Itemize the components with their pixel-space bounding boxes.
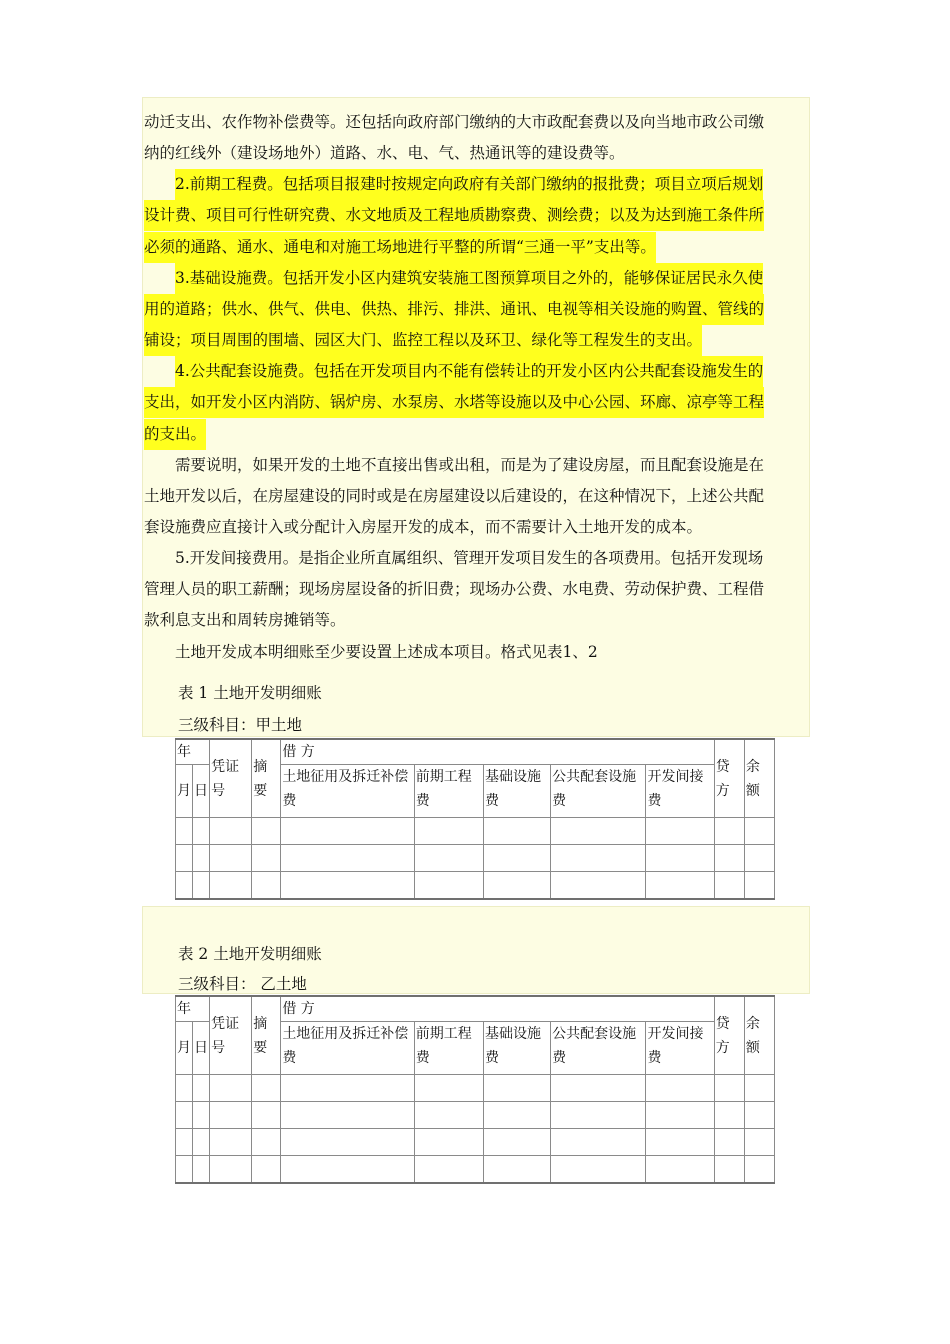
header-year: 年 (176, 739, 210, 765)
header-year: 年 (176, 996, 210, 1022)
header-infra: 基础设施费 (483, 765, 550, 818)
table-row (176, 872, 775, 899)
table-cell[interactable] (210, 818, 252, 845)
header-voucher: 凭证号 (210, 996, 252, 1075)
paragraph-line: 5.开发间接费用。是指企业所直属组织、管理开发项目发生的各项费用。包括开发现场 (175, 549, 764, 568)
table-row (176, 1156, 775, 1183)
paragraph-line: 必须的通路、通水、通电和对施工场地进行平整的所谓“三通一平”支出等。 (144, 232, 656, 263)
table-cell[interactable] (176, 1102, 193, 1129)
header-debit: 借 方 (281, 996, 714, 1022)
paragraph-line: 土地开发以后，在房屋建设的同时或是在房屋建设以后建设的，在这种情况下，上述公共配 (144, 486, 765, 505)
table-cell[interactable] (281, 872, 414, 899)
table-cell[interactable] (744, 1102, 774, 1129)
table-cell[interactable] (210, 1102, 252, 1129)
table-cell[interactable] (414, 818, 483, 845)
table-cell[interactable] (193, 1129, 210, 1156)
table-cell[interactable] (414, 1156, 483, 1183)
table-cell[interactable] (193, 845, 210, 872)
table-cell[interactable] (281, 845, 414, 872)
header-debit: 借 方 (281, 739, 714, 765)
table2-title: 表 2 土地开发明细账 (178, 945, 322, 963)
table-cell[interactable] (176, 1156, 193, 1183)
table-cell[interactable] (646, 1129, 714, 1156)
paragraph-line: 设计费、项目可行性研究费、水文地质及工程地质勘察费、测绘费；以及为达到施工条件所 (144, 200, 764, 231)
table-cell[interactable] (176, 845, 193, 872)
table1-title: 表 1 土地开发明细账 (178, 684, 322, 702)
table-cell[interactable] (714, 1156, 744, 1183)
table-cell[interactable] (252, 1075, 281, 1102)
table-cell[interactable] (483, 1102, 550, 1129)
paragraph-line: 款利息支出和周转房摊销等。 (144, 611, 346, 630)
table-cell[interactable] (414, 1129, 483, 1156)
paragraph-line: 4.公共配套设施费。包括在开发项目内不能有偿转让的开发小区内公共配套设施发生的 (175, 356, 763, 387)
table-cell[interactable] (414, 1102, 483, 1129)
table-cell[interactable] (714, 1129, 744, 1156)
table-cell[interactable] (483, 818, 550, 845)
table-cell[interactable] (176, 818, 193, 845)
header-month: 月 (176, 765, 193, 818)
header-prelim: 前期工程费 (414, 1022, 483, 1075)
table-cell[interactable] (193, 1156, 210, 1183)
table-cell[interactable] (646, 1075, 714, 1102)
ledger-table-1 (175, 738, 775, 900)
header-day: 日 (193, 765, 210, 818)
table-cell[interactable] (744, 818, 774, 845)
header-land: 土地征用及拆迁补偿费 (281, 1022, 414, 1075)
table-cell[interactable] (646, 1102, 714, 1129)
paragraph-line: 需要说明，如果开发的土地不直接出售或出租，而是为了建设房屋，而且配套设施是在 (175, 455, 765, 474)
paragraph-line: 的支出。 (144, 419, 206, 450)
table-cell[interactable] (551, 818, 646, 845)
header-public: 公共配套设施费 (551, 765, 646, 818)
table-cell[interactable] (483, 1075, 550, 1102)
paragraph-line: 3.基础设施费。包括开发小区内建筑安装施工图预算项目之外的，能够保证居民永久使 (175, 263, 763, 294)
header-month: 月 (176, 1022, 193, 1075)
header-indirect: 开发间接费 (646, 1022, 714, 1075)
table-cell[interactable] (252, 845, 281, 872)
table-cell[interactable] (210, 1129, 252, 1156)
paragraph-line: 2.前期工程费。包括项目报建时按规定向政府有关部门缴纳的报批费；项目立项后规划 (175, 169, 763, 200)
ledger-table-2 (175, 995, 775, 1184)
table-cell[interactable] (646, 1156, 714, 1183)
header-infra: 基础设施费 (483, 1022, 550, 1075)
table-cell[interactable] (714, 845, 744, 872)
table2-subject: 三级科目： 乙土地 (178, 975, 307, 993)
table-cell[interactable] (551, 872, 646, 899)
table-cell[interactable] (414, 845, 483, 872)
table-cell[interactable] (193, 818, 210, 845)
table-cell[interactable] (252, 1156, 281, 1183)
table-cell[interactable] (744, 1075, 774, 1102)
table-cell[interactable] (252, 872, 281, 899)
table-cell[interactable] (193, 872, 210, 899)
table-cell[interactable] (744, 1129, 774, 1156)
table-cell[interactable] (483, 845, 550, 872)
table1-subject: 三级科目：甲土地 (178, 716, 303, 734)
table-cell[interactable] (210, 1156, 252, 1183)
table-cell[interactable] (551, 845, 646, 872)
table-cell[interactable] (281, 1156, 414, 1183)
header-land: 土地征用及拆迁补偿费 (281, 765, 414, 818)
table-row (176, 818, 775, 845)
table-cell[interactable] (176, 1129, 193, 1156)
header-prelim: 前期工程费 (414, 765, 483, 818)
table-cell[interactable] (210, 872, 252, 899)
table-cell[interactable] (714, 818, 744, 845)
table-cell[interactable] (414, 872, 483, 899)
table-cell[interactable] (281, 1102, 414, 1129)
table-cell[interactable] (483, 872, 550, 899)
paragraph-line: 铺设；项目周围的围墙、园区大门、监控工程以及环卫、绿化等工程发生的支出。 (144, 325, 702, 356)
paragraph-line: 管理人员的职工薪酬；现场房屋设备的折旧费；现场办公费、水电费、劳动保护费、工程借 (144, 580, 765, 599)
table-row (176, 1075, 775, 1102)
paragraph-line: 动迁支出、农作物补偿费等。还包括向政府部门缴纳的大市政配套费以及向当地市政公司缴 (144, 113, 765, 131)
table-cell[interactable] (210, 1075, 252, 1102)
paragraph-line: 套设施费应直接计入或分配计入房屋开发的成本，而不需要计入土地开发的成本。 (144, 517, 703, 536)
table-cell[interactable] (252, 1129, 281, 1156)
table-cell[interactable] (551, 1156, 646, 1183)
table-row (176, 845, 775, 872)
table-cell[interactable] (714, 1075, 744, 1102)
table-cell[interactable] (646, 845, 714, 872)
table-cell[interactable] (252, 1102, 281, 1129)
header-public: 公共配套设施费 (551, 1022, 646, 1075)
table-cell[interactable] (483, 1129, 550, 1156)
table-row (176, 1102, 775, 1129)
table-cell[interactable] (252, 818, 281, 845)
table-cell[interactable] (646, 872, 714, 899)
table-cell[interactable] (714, 1102, 744, 1129)
header-credit: 贷方 (714, 996, 744, 1075)
header-credit: 贷方 (714, 739, 744, 818)
table-cell[interactable] (744, 872, 774, 899)
table-cell[interactable] (210, 845, 252, 872)
header-voucher: 凭证号 (210, 739, 252, 818)
table-cell[interactable] (714, 872, 744, 899)
table-cell[interactable] (414, 1075, 483, 1102)
header-balance: 余额 (744, 739, 774, 818)
header-summary: 摘要 (252, 739, 281, 818)
table-cell[interactable] (193, 1102, 210, 1129)
table-cell[interactable] (176, 872, 193, 899)
table-cell[interactable] (281, 1075, 414, 1102)
header-balance: 余额 (744, 996, 774, 1075)
table-cell[interactable] (176, 1075, 193, 1102)
table-cell[interactable] (551, 1075, 646, 1102)
paragraph-line: 土地开发成本明细账至少要设置上述成本项目。格式见表1、2 (175, 642, 598, 661)
table-cell[interactable] (483, 1156, 550, 1183)
table-cell[interactable] (646, 818, 714, 845)
table-cell[interactable] (744, 1156, 774, 1183)
header-day: 日 (193, 1022, 210, 1075)
table-cell[interactable] (551, 1129, 646, 1156)
paragraph-line: 用的道路；供水、供气、供电、供热、排污、排洪、通讯、电视等相关设施的购置、管线的 (144, 294, 764, 325)
table-cell[interactable] (193, 1075, 210, 1102)
paragraph-line: 纳的红线外（建设场地外）道路、水、电、气、热通讯等的建设费等。 (144, 144, 625, 163)
table-cell[interactable] (281, 818, 414, 845)
paragraph-line: 支出，如开发小区内消防、锅炉房、水泵房、水塔等设施以及中心公园、环廊、凉亭等工程 (144, 387, 764, 418)
table-cell[interactable] (281, 1129, 414, 1156)
header-summary: 摘要 (252, 996, 281, 1075)
table-cell[interactable] (744, 845, 774, 872)
table-cell[interactable] (551, 1102, 646, 1129)
header-indirect: 开发间接费 (646, 765, 714, 818)
table-row (176, 1129, 775, 1156)
